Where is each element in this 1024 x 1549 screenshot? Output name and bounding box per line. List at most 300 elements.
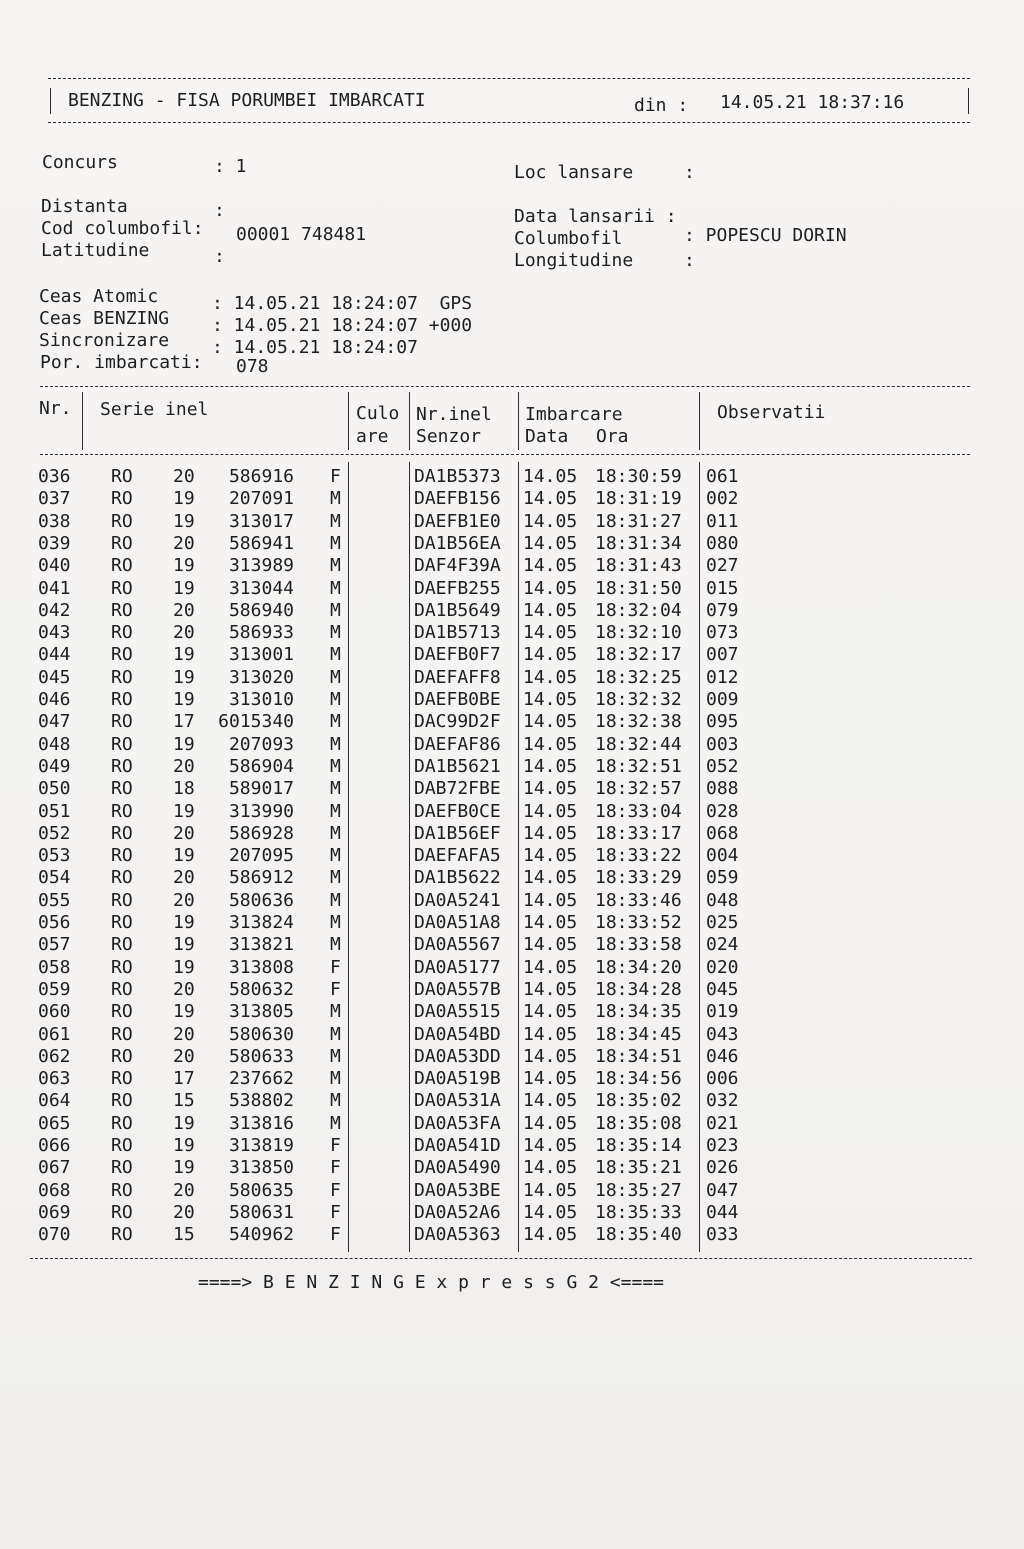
table-row — [0, 466, 1024, 488]
cell-ora: 18:31:19 — [595, 488, 682, 510]
cell-data: 14.05 — [523, 1157, 578, 1179]
table-row — [0, 867, 1024, 889]
ceas-atomic-label: Ceas Atomic — [39, 286, 159, 307]
cell-ring: 313990 — [228, 800, 294, 822]
cell-ring: 207095 — [228, 845, 294, 867]
cell-year: 19 — [173, 733, 195, 755]
cell-obs: 024 — [706, 934, 739, 956]
cell-nr: 058 — [38, 956, 71, 978]
cell-obs: 033 — [706, 1224, 739, 1246]
cell-senzor: DA0A51A8 — [414, 912, 501, 933]
cell-sex: M — [330, 822, 341, 844]
cell-obs: 025 — [706, 912, 739, 933]
cell-senzor: DA0A557B — [414, 978, 501, 1000]
cell-sex: M — [330, 889, 341, 911]
sincronizare-label: Sincronizare — [39, 330, 170, 351]
cell-ring: 586904 — [228, 755, 294, 777]
cell-obs: 020 — [706, 956, 739, 978]
cell-obs: 007 — [706, 644, 739, 666]
cell-sex: M — [330, 622, 341, 644]
cell-year: 19 — [173, 956, 195, 978]
cell-sex: M — [330, 488, 341, 510]
table-row — [0, 1202, 1024, 1224]
table-row — [0, 555, 1024, 577]
cell-ring: 313819 — [228, 1135, 294, 1156]
cell-obs: 061 — [706, 466, 739, 487]
cell-ring: 313044 — [228, 577, 294, 599]
cell-senzor: DA1B5622 — [414, 867, 501, 889]
cell-ring: 313816 — [228, 1112, 294, 1134]
header-left-border — [50, 88, 51, 114]
cell-year: 19 — [173, 1001, 195, 1023]
cell-year: 19 — [173, 934, 195, 956]
cell-ora: 18:35:40 — [595, 1224, 682, 1246]
cell-sex: M — [330, 733, 341, 755]
cell-ro: RO — [111, 1112, 133, 1134]
cell-data: 14.05 — [523, 934, 578, 956]
cell-sex: M — [330, 644, 341, 666]
cell-ro: RO — [111, 488, 133, 510]
cell-obs: 079 — [706, 599, 739, 621]
cell-obs: 073 — [706, 622, 739, 644]
table-row — [0, 600, 1024, 622]
cell-senzor: DAEFB0CE — [414, 800, 501, 822]
cell-year: 19 — [173, 555, 195, 577]
cell-year: 19 — [173, 644, 195, 666]
cell-senzor: DAEFAFF8 — [414, 666, 501, 688]
cell-ring: 586940 — [228, 599, 294, 621]
cell-year: 19 — [173, 488, 195, 510]
table-row — [0, 1046, 1024, 1068]
table-row — [0, 823, 1024, 845]
cell-obs: 003 — [706, 733, 739, 755]
concurs-label: Concurs — [42, 152, 118, 173]
cell-ro: RO — [111, 666, 133, 688]
cell-data: 14.05 — [523, 1112, 578, 1134]
col-header-observatii: Observatii — [717, 402, 826, 423]
cell-ro: RO — [111, 599, 133, 621]
cell-senzor: DA1B5373 — [414, 466, 501, 487]
cell-data: 14.05 — [523, 532, 578, 554]
col-header-data: Data — [525, 426, 569, 447]
table-row — [0, 1090, 1024, 1112]
cell-ro: RO — [111, 644, 133, 666]
cell-ora: 18:32:38 — [595, 711, 682, 733]
cell-ora: 18:31:50 — [595, 577, 682, 599]
cell-nr: 064 — [38, 1090, 71, 1112]
cell-sex: M — [330, 577, 341, 599]
cell-data: 14.05 — [523, 1001, 578, 1023]
cell-nr: 065 — [38, 1112, 71, 1134]
cell-sex: M — [330, 711, 341, 733]
cell-year: 19 — [173, 912, 195, 933]
cell-ora: 18:33:17 — [595, 822, 682, 844]
cell-year: 20 — [173, 599, 195, 621]
cell-senzor: DA0A53BE — [414, 1179, 501, 1201]
cell-ring: 313010 — [228, 689, 294, 710]
cell-nr: 052 — [38, 822, 71, 844]
cell-ring: 313805 — [228, 1001, 294, 1023]
cell-ora: 18:34:51 — [595, 1045, 682, 1067]
cell-year: 20 — [173, 867, 195, 889]
cell-senzor: DAF4F39A — [414, 555, 501, 577]
cell-ring: 313989 — [228, 555, 294, 577]
cell-ro: RO — [111, 1157, 133, 1179]
col-header-ora: Ora — [596, 426, 629, 447]
cell-ro: RO — [111, 1023, 133, 1045]
cell-ro: RO — [111, 1001, 133, 1023]
cell-ora: 18:33:04 — [595, 800, 682, 822]
cell-senzor: DA0A52A6 — [414, 1201, 501, 1223]
col-sep-culo — [409, 392, 410, 450]
cell-ora: 18:31:43 — [595, 555, 682, 577]
cell-ro: RO — [111, 532, 133, 554]
cell-sex: M — [330, 1001, 341, 1023]
cell-data: 14.05 — [523, 510, 578, 532]
cell-obs: 048 — [706, 889, 739, 911]
cell-nr: 051 — [38, 800, 71, 822]
cell-senzor: DA1B5713 — [414, 622, 501, 644]
cell-ring: 580631 — [228, 1201, 294, 1223]
cell-obs: 052 — [706, 755, 739, 777]
cell-year: 20 — [173, 822, 195, 844]
cell-data: 14.05 — [523, 845, 578, 867]
cell-senzor: DA0A5363 — [414, 1224, 501, 1246]
cell-ring: 6015340 — [218, 711, 294, 733]
cell-ring: 313017 — [228, 510, 294, 532]
cell-nr: 047 — [38, 711, 71, 733]
cell-ro: RO — [111, 755, 133, 777]
cell-year: 19 — [173, 510, 195, 532]
cell-year: 15 — [173, 1224, 195, 1246]
cell-ora: 18:32:17 — [595, 644, 682, 666]
cell-sex: M — [330, 599, 341, 621]
cell-sex: F — [330, 1201, 341, 1223]
cell-ora: 18:31:27 — [595, 510, 682, 532]
cell-senzor: DAB72FBE — [414, 778, 501, 800]
cell-ro: RO — [111, 867, 133, 889]
cell-obs: 028 — [706, 800, 739, 822]
cell-data: 14.05 — [523, 778, 578, 800]
cell-ora: 18:31:34 — [595, 532, 682, 554]
cell-data: 14.05 — [523, 867, 578, 889]
cell-sex: M — [330, 689, 341, 710]
cell-ro: RO — [111, 1201, 133, 1223]
cell-senzor: DA0A531A — [414, 1090, 501, 1112]
cell-obs: 019 — [706, 1001, 739, 1023]
cell-obs: 026 — [706, 1157, 739, 1179]
col-header-are: are — [356, 426, 389, 447]
ceas-benzing-value: : 14.05.21 18:24:07 +000 — [212, 315, 473, 336]
cell-ora: 18:33:22 — [595, 845, 682, 867]
cell-data: 14.05 — [523, 666, 578, 688]
cell-ro: RO — [111, 555, 133, 577]
cell-ro: RO — [111, 510, 133, 532]
cell-ring: 580633 — [228, 1045, 294, 1067]
cell-ring: 237662 — [228, 1068, 294, 1090]
cell-year: 19 — [173, 845, 195, 867]
cell-ora: 18:34:56 — [595, 1068, 682, 1090]
cell-ring: 313020 — [228, 666, 294, 688]
cell-ro: RO — [111, 912, 133, 933]
porumbei-imbarcati-label: Por. imbarcati: — [40, 352, 203, 373]
col-sep-nr — [82, 392, 83, 450]
cell-year: 20 — [173, 1045, 195, 1067]
cell-year: 20 — [173, 1201, 195, 1223]
cell-obs: 004 — [706, 845, 739, 867]
cell-sex: M — [330, 1045, 341, 1067]
cell-obs: 032 — [706, 1090, 739, 1112]
cell-data: 14.05 — [523, 1224, 578, 1246]
table-row — [0, 533, 1024, 555]
table-row — [0, 734, 1024, 756]
cell-nr: 063 — [38, 1068, 71, 1090]
cell-year: 20 — [173, 466, 195, 487]
table-row — [0, 756, 1024, 778]
cell-data: 14.05 — [523, 488, 578, 510]
table-row — [0, 1157, 1024, 1179]
table-row — [0, 667, 1024, 689]
latitudine-value: : — [214, 246, 225, 267]
cell-data: 14.05 — [523, 822, 578, 844]
cell-ora: 18:32:04 — [595, 599, 682, 621]
cell-data: 14.05 — [523, 622, 578, 644]
cell-ring: 538802 — [228, 1090, 294, 1112]
table-row — [0, 778, 1024, 800]
cell-nr: 040 — [38, 555, 71, 577]
cell-sex: F — [330, 956, 341, 978]
longitudine-value: : — [684, 250, 695, 271]
col-header-serie: Serie inel — [100, 399, 209, 420]
cell-data: 14.05 — [523, 466, 578, 487]
cell-senzor: DA1B5649 — [414, 599, 501, 621]
cell-obs: 043 — [706, 1023, 739, 1045]
table-row — [0, 979, 1024, 1001]
cell-ring: 586912 — [228, 867, 294, 889]
cell-obs: 015 — [706, 577, 739, 599]
cell-senzor: DAEFB156 — [414, 488, 501, 510]
cell-sex: M — [330, 555, 341, 577]
cell-nr: 056 — [38, 912, 71, 933]
cell-data: 14.05 — [523, 577, 578, 599]
cell-year: 17 — [173, 711, 195, 733]
cell-nr: 036 — [38, 466, 71, 487]
cell-sex: M — [330, 755, 341, 777]
table-row — [0, 957, 1024, 979]
table-top-border — [40, 386, 970, 387]
col-header-imbarcare: Imbarcare — [525, 404, 623, 425]
cell-obs: 047 — [706, 1179, 739, 1201]
cell-nr: 038 — [38, 510, 71, 532]
cell-nr: 045 — [38, 666, 71, 688]
cell-nr: 070 — [38, 1224, 71, 1246]
cell-ora: 18:34:35 — [595, 1001, 682, 1023]
concurs-value: : 1 — [214, 156, 247, 177]
ceas-atomic-value: : 14.05.21 18:24:07 GPS — [212, 293, 473, 314]
cell-ring: 313824 — [228, 912, 294, 933]
cod-columbofil-label: Cod columbofil: — [41, 218, 204, 239]
cell-sex: M — [330, 800, 341, 822]
cell-sex: F — [330, 1224, 341, 1246]
col-header-senzor: Senzor — [416, 426, 482, 447]
cell-ro: RO — [111, 711, 133, 733]
cell-year: 15 — [173, 1090, 195, 1112]
cell-sex: M — [330, 1023, 341, 1045]
cell-nr: 050 — [38, 778, 71, 800]
cell-senzor: DAEFAF86 — [414, 733, 501, 755]
cell-ora: 18:32:51 — [595, 755, 682, 777]
cell-ora: 18:34:20 — [595, 956, 682, 978]
table-row — [0, 801, 1024, 823]
cell-ring: 586916 — [228, 466, 294, 487]
cell-ro: RO — [111, 1135, 133, 1156]
cell-data: 14.05 — [523, 1090, 578, 1112]
cell-sex: F — [330, 1179, 341, 1201]
col-header-nr: Nr. — [39, 398, 72, 419]
cell-year: 20 — [173, 755, 195, 777]
cell-ro: RO — [111, 466, 133, 487]
cell-obs: 011 — [706, 510, 739, 532]
cell-data: 14.05 — [523, 644, 578, 666]
cell-ro: RO — [111, 978, 133, 1000]
columbofil-value: : POPESCU DORIN — [684, 225, 847, 246]
cell-year: 19 — [173, 689, 195, 710]
col-sep-serie — [348, 392, 349, 450]
cell-senzor: DAEFAFA5 — [414, 845, 501, 867]
cell-obs: 046 — [706, 1045, 739, 1067]
cell-ro: RO — [111, 778, 133, 800]
header-din-label: din : — [634, 95, 689, 116]
cell-obs: 068 — [706, 822, 739, 844]
cell-nr: 061 — [38, 1023, 71, 1045]
cell-nr: 042 — [38, 599, 71, 621]
cell-sex: M — [330, 666, 341, 688]
cell-senzor: DA0A53FA — [414, 1112, 501, 1134]
cell-year: 19 — [173, 1135, 195, 1156]
cell-ring: 580635 — [228, 1179, 294, 1201]
cell-year: 18 — [173, 778, 195, 800]
col-sep-imbarcare — [699, 392, 700, 450]
col-sep-senzor — [518, 392, 519, 450]
table-row — [0, 711, 1024, 733]
table-row — [0, 890, 1024, 912]
cell-nr: 046 — [38, 689, 71, 710]
cell-obs: 088 — [706, 778, 739, 800]
cell-ora: 18:32:10 — [595, 622, 682, 644]
cell-nr: 054 — [38, 867, 71, 889]
cell-sex: M — [330, 912, 341, 933]
sincronizare-value: : 14.05.21 18:24:07 — [212, 337, 418, 358]
distanta-value: : — [214, 200, 225, 221]
cell-ora: 18:32:32 — [595, 689, 682, 710]
cell-nr: 062 — [38, 1045, 71, 1067]
cell-ro: RO — [111, 622, 133, 644]
cell-obs: 059 — [706, 867, 739, 889]
cell-senzor: DA1B56EF — [414, 822, 501, 844]
cell-ring: 586928 — [228, 822, 294, 844]
cell-sex: M — [330, 1068, 341, 1090]
cell-senzor: DA1B5621 — [414, 755, 501, 777]
table-row — [0, 1001, 1024, 1023]
cell-sex: M — [330, 845, 341, 867]
table-row — [0, 1024, 1024, 1046]
cell-year: 17 — [173, 1068, 195, 1090]
cell-data: 14.05 — [523, 1023, 578, 1045]
cell-obs: 002 — [706, 488, 739, 510]
cell-data: 14.05 — [523, 755, 578, 777]
cell-ro: RO — [111, 1179, 133, 1201]
cell-nr: 068 — [38, 1179, 71, 1201]
cell-obs: 044 — [706, 1201, 739, 1223]
ceas-benzing-label: Ceas BENZING — [39, 308, 170, 329]
cell-ro: RO — [111, 845, 133, 867]
cell-data: 14.05 — [523, 1045, 578, 1067]
cell-nr: 053 — [38, 845, 71, 867]
cell-obs: 009 — [706, 689, 739, 710]
table-row — [0, 1224, 1024, 1246]
cell-ora: 18:32:25 — [595, 666, 682, 688]
table-row — [0, 1135, 1024, 1157]
cell-ro: RO — [111, 1045, 133, 1067]
document-title: BENZING - FISA PORUMBEI IMBARCATI — [68, 90, 426, 111]
cell-data: 14.05 — [523, 733, 578, 755]
cell-sex: F — [330, 466, 341, 487]
cell-year: 19 — [173, 666, 195, 688]
cell-data: 14.05 — [523, 1068, 578, 1090]
cell-ora: 18:32:44 — [595, 733, 682, 755]
cell-data: 14.05 — [523, 711, 578, 733]
cell-ring: 586941 — [228, 532, 294, 554]
cell-senzor: DA0A541D — [414, 1135, 501, 1156]
cell-nr: 043 — [38, 622, 71, 644]
cell-ring: 207091 — [228, 488, 294, 510]
cell-year: 20 — [173, 1023, 195, 1045]
cell-obs: 080 — [706, 532, 739, 554]
cell-nr: 041 — [38, 577, 71, 599]
cell-ro: RO — [111, 577, 133, 599]
cell-senzor: DA0A519B — [414, 1068, 501, 1090]
cell-ora: 18:35:14 — [595, 1135, 682, 1156]
latitudine-label: Latitudine — [41, 240, 150, 261]
cell-ora: 18:33:52 — [595, 912, 682, 933]
cell-ro: RO — [111, 934, 133, 956]
cell-ro: RO — [111, 800, 133, 822]
cell-sex: M — [330, 1112, 341, 1134]
cell-senzor: DAEFB1E0 — [414, 510, 501, 532]
cell-data: 14.05 — [523, 800, 578, 822]
cell-obs: 021 — [706, 1112, 739, 1134]
footer-banner: ====> B E N Z I N G E x p r e s s G 2 <==== — [198, 1272, 664, 1293]
cell-sex: F — [330, 1135, 341, 1156]
cell-data: 14.05 — [523, 555, 578, 577]
table-row — [0, 488, 1024, 510]
table-header-bottom-border — [40, 454, 970, 455]
cell-ora: 18:35:02 — [595, 1090, 682, 1112]
cell-obs: 006 — [706, 1068, 739, 1090]
cell-data: 14.05 — [523, 912, 578, 933]
cell-obs: 027 — [706, 555, 739, 577]
cell-ro: RO — [111, 822, 133, 844]
cell-ring: 313850 — [228, 1157, 294, 1179]
cell-ring: 580636 — [228, 889, 294, 911]
cell-nr: 057 — [38, 934, 71, 956]
cell-nr: 039 — [38, 532, 71, 554]
cell-senzor: DA0A53DD — [414, 1045, 501, 1067]
cell-ora: 18:33:58 — [595, 934, 682, 956]
cell-senzor: DA0A5515 — [414, 1001, 501, 1023]
header-right-border — [968, 88, 969, 114]
cell-ora: 18:32:57 — [595, 778, 682, 800]
